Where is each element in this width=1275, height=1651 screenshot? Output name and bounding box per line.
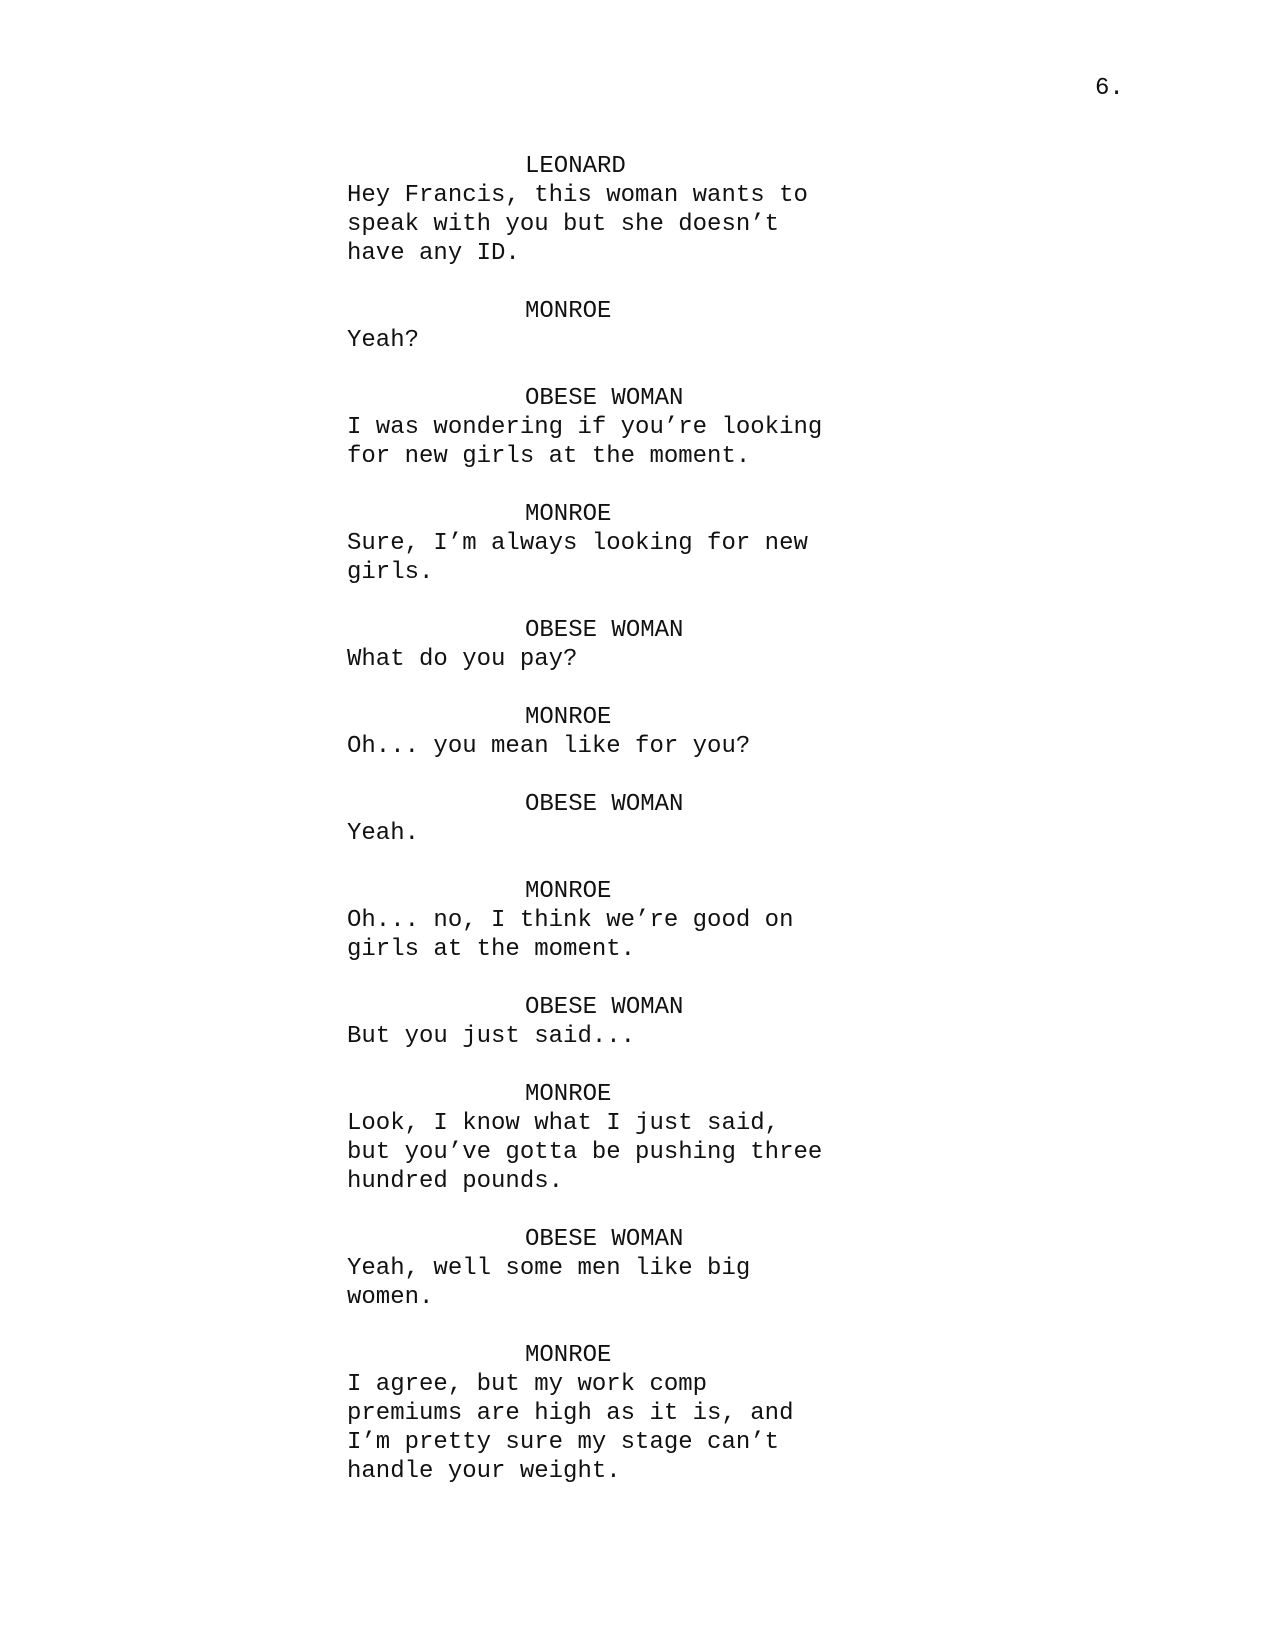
character-name: MONROE xyxy=(525,1081,612,1108)
dialogue-block xyxy=(347,1080,907,1196)
dialogue-line: Sure, I’m always looking for new xyxy=(347,530,808,557)
character-name: MONROE xyxy=(525,501,612,528)
dialogue-line: Hey Francis, this woman wants to xyxy=(347,182,808,209)
dialogue-line: Oh... you mean like for you? xyxy=(347,733,751,760)
dialogue-line: speak with you but she doesn’t xyxy=(347,211,780,238)
dialogue-line: Oh... no, I think we’re good on xyxy=(347,907,794,934)
dialogue-line: What do you pay? xyxy=(347,646,578,673)
dialogue-line: for new girls at the moment. xyxy=(347,443,751,470)
character-name: MONROE xyxy=(525,298,612,325)
character-name: OBESE WOMAN xyxy=(525,994,684,1021)
dialogue-line: women. xyxy=(347,1284,434,1311)
character-name: OBESE WOMAN xyxy=(525,791,684,818)
dialogue-line: girls at the moment. xyxy=(347,936,636,963)
dialogue-block xyxy=(347,993,907,1051)
dialogue-block xyxy=(347,616,907,674)
dialogue-line: Yeah. xyxy=(347,820,420,847)
dialogue-block xyxy=(347,384,907,471)
dialogue-block xyxy=(347,877,907,964)
dialogue-block xyxy=(347,500,907,587)
dialogue-line: premiums are high as it is, and xyxy=(347,1400,794,1427)
dialogue-line: have any ID. xyxy=(347,240,520,267)
dialogue-block xyxy=(347,1225,907,1312)
dialogue-line: Yeah? xyxy=(347,327,420,354)
dialogue-line: I was wondering if you’re looking xyxy=(347,414,823,441)
character-name: OBESE WOMAN xyxy=(525,617,684,644)
page-number: 6. xyxy=(1095,75,1124,102)
dialogue-block xyxy=(347,1341,907,1486)
dialogue-line: Yeah, well some men like big xyxy=(347,1255,751,1282)
character-name: MONROE xyxy=(525,878,612,905)
character-name: MONROE xyxy=(525,704,612,731)
dialogue-line: handle your weight. xyxy=(347,1458,621,1485)
character-name: MONROE xyxy=(525,1342,612,1369)
dialogue-line: I agree, but my work comp xyxy=(347,1371,708,1398)
character-name: OBESE WOMAN xyxy=(525,385,684,412)
dialogue-container xyxy=(347,152,907,1515)
dialogue-line: girls. xyxy=(347,559,434,586)
dialogue-line: but you’ve gotta be pushing three xyxy=(347,1139,823,1166)
dialogue-line: Look, I know what I just said, xyxy=(347,1110,780,1137)
dialogue-block xyxy=(347,703,907,761)
dialogue-line: hundred pounds. xyxy=(347,1168,564,1195)
dialogue-line: I’m pretty sure my stage can’t xyxy=(347,1429,780,1456)
dialogue-block xyxy=(347,790,907,848)
dialogue-block xyxy=(347,297,907,355)
dialogue-line: But you just said... xyxy=(347,1023,636,1050)
character-name: LEONARD xyxy=(525,153,626,180)
character-name: OBESE WOMAN xyxy=(525,1226,684,1253)
dialogue-block xyxy=(347,152,907,268)
